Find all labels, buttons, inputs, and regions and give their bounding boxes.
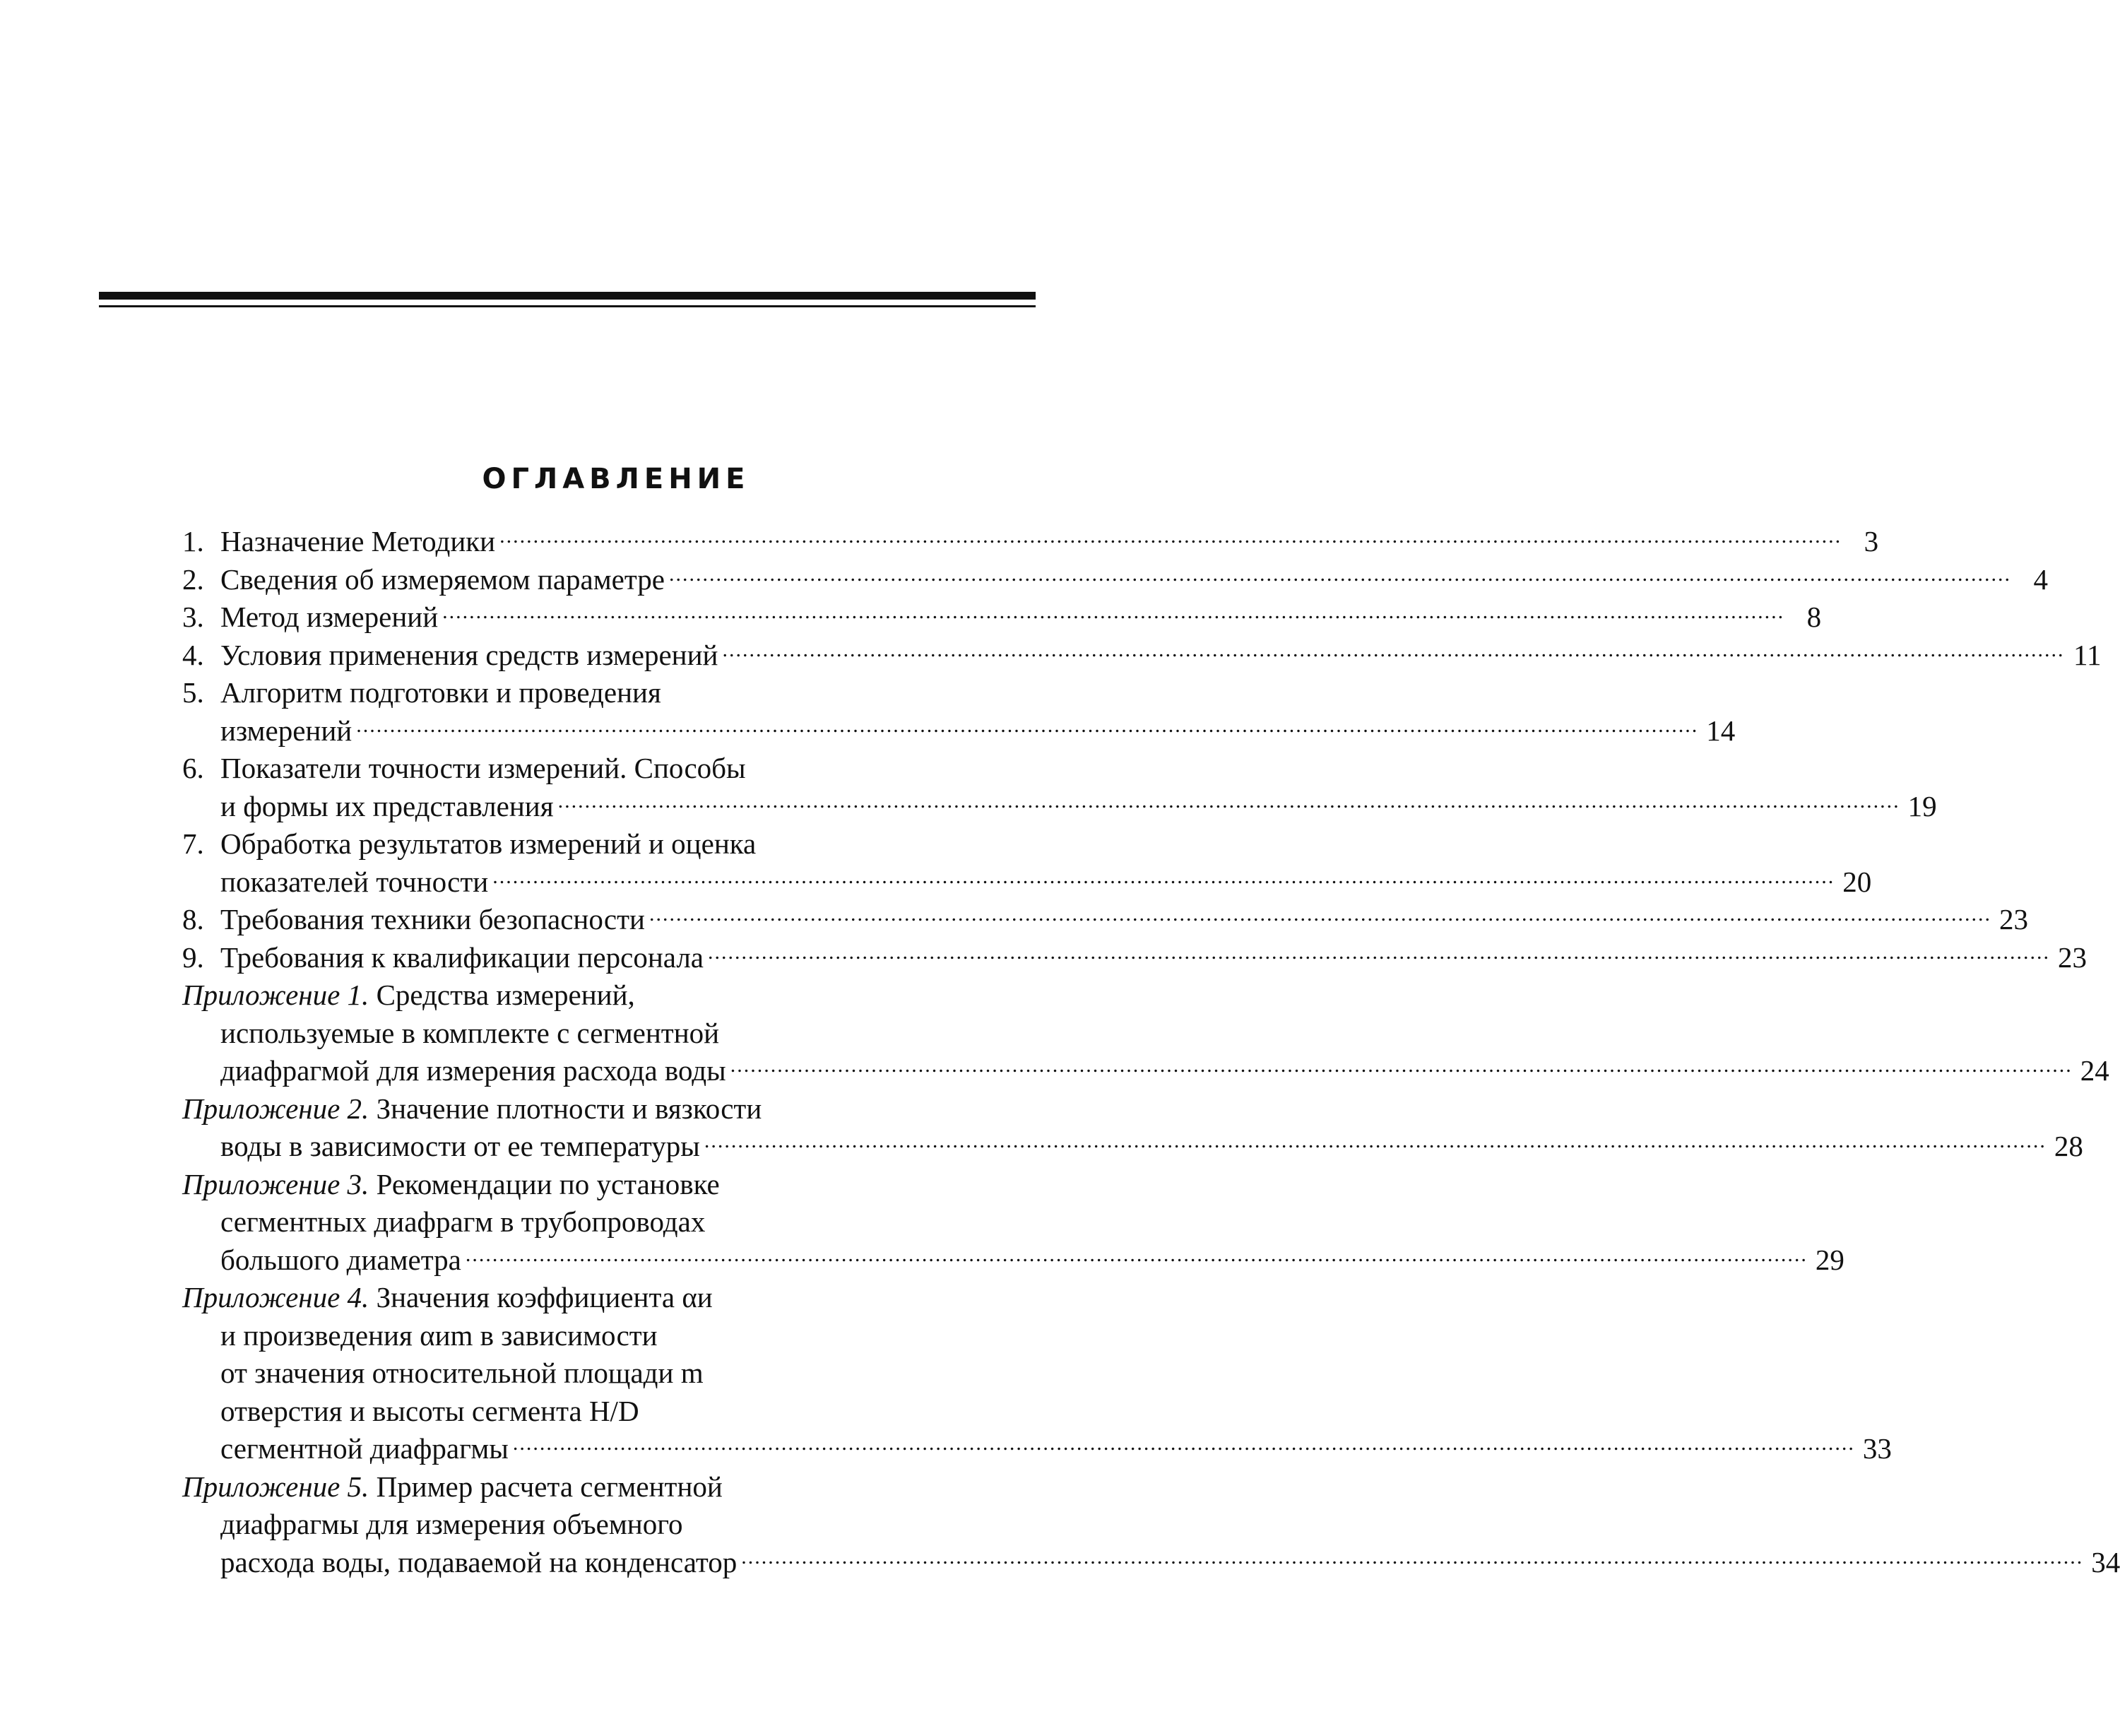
toc-entry	[182, 750, 1937, 825]
toc-entry-text: Значения коэффициента αи	[376, 1281, 713, 1313]
toc-page-number: 19	[1907, 789, 1937, 822]
toc-entry-line	[182, 1430, 1892, 1468]
toc-dot-leader: ........................................................................................................................................................................................................	[465, 1242, 1808, 1266]
toc-page-number: 4	[2033, 562, 2048, 596]
toc-entry-text: Значение плотности и вязкости	[376, 1092, 762, 1125]
toc-entry	[182, 637, 2102, 675]
toc-entry-line	[182, 1544, 2120, 1582]
toc-page-number: 28	[2054, 1130, 2083, 1162]
toc-entry-text: сегментных диафрагм в трубопроводах	[220, 1205, 706, 1238]
toc-entry-number: 4.	[182, 638, 204, 671]
toc-dot-leader: ........................................................................................................................................................................................................	[442, 600, 1785, 623]
toc-entry	[182, 1279, 1892, 1468]
toc-page-number: 14	[1706, 714, 1736, 747]
toc-entry-text: расхода воды, подаваемой на конденсатор	[220, 1545, 738, 1578]
toc-entry-text: Обработка результатов измерений и оценка	[220, 827, 757, 860]
toc-page-number: 3	[1864, 525, 1879, 557]
toc-entry-line	[182, 1166, 959, 1204]
toc-dot-leader: ........................................................................................................................................................................................................	[704, 1129, 2047, 1152]
toc-entry	[182, 976, 2109, 1090]
toc-page-number: 34	[2091, 1545, 2120, 1578]
toc-entry-number: 5.	[182, 676, 204, 709]
toc-entry-text: большого диаметра	[220, 1243, 461, 1276]
toc-entry-line	[182, 1279, 959, 1317]
toc-page-number: 23	[1998, 903, 2028, 935]
toc-entry-line	[182, 788, 1937, 826]
toc-dot-leader: ........................................................................................................................................................................................................	[649, 902, 1991, 926]
toc-entry-text: диафрагмой для измерения расхода воды	[220, 1054, 726, 1087]
toc-entry-line	[182, 637, 2102, 675]
toc-entry-number: 1.	[182, 525, 204, 557]
toc-entry-text: измерений	[220, 714, 353, 747]
toc-page-number: 8	[1806, 601, 1822, 633]
toc-entry-text: Условия применения средств измерений	[220, 638, 718, 671]
toc-page-number: 11	[2073, 638, 2102, 671]
toc-entry-line	[182, 1052, 2109, 1090]
toc-dot-leader: ........................................................................................................................................................................................................	[512, 1431, 1855, 1455]
toc-entry-number: 9.	[182, 940, 204, 974]
toc-entry	[182, 939, 2087, 977]
toc-entry-appendix-prefix: Приложение 1.	[182, 979, 369, 1011]
table-of-contents	[182, 523, 2120, 1581]
toc-entry-number: 2.	[182, 562, 204, 596]
toc-page-number: 33	[1862, 1432, 1892, 1465]
toc-entry-line	[182, 1241, 1844, 1280]
toc-entry-text: сегментной диафрагмы	[220, 1432, 509, 1465]
toc-entry-appendix-prefix: Приложение 3.	[182, 1167, 369, 1200]
toc-dot-leader: ........................................................................................................................................................................................................	[741, 1545, 2084, 1569]
toc-entry-text: отверстия и высоты сегмента H/D	[220, 1394, 639, 1427]
toc-entry-text: показателей точности	[220, 865, 489, 898]
toc-page-number: 24	[2080, 1054, 2109, 1087]
toc-page-number: 23	[2058, 940, 2087, 974]
toc-dot-leader: ........................................................................................................................................................................................................	[722, 637, 2065, 661]
toc-entry-text: воды в зависимости от ее температуры	[220, 1130, 700, 1162]
toc-entry-text: и формы их представления	[220, 789, 554, 822]
toc-entry-text: Алгоритм подготовки и проведения	[220, 676, 661, 709]
toc-entry-text: Назначение Методики	[220, 525, 496, 557]
toc-dot-leader: ........................................................................................................................................................................................................	[499, 524, 1842, 548]
toc-entry-text: Требования к квалификации персонала	[220, 940, 704, 974]
toc-entry-line	[182, 712, 1736, 750]
toc-entry	[182, 1090, 2083, 1166]
toc-entry-number: 6.	[182, 752, 204, 784]
toc-dot-leader: ........................................................................................................................................................................................................	[492, 864, 1835, 888]
toc-dot-leader: ........................................................................................................................................................................................................	[708, 940, 2050, 964]
toc-entry-line	[182, 939, 2087, 977]
toc-entry-text: Пример расчета сегментной	[376, 1470, 723, 1503]
toc-entry-text: Метод измерений	[220, 601, 439, 633]
header-rule-thick	[99, 292, 1036, 300]
toc-entry-text: Требования техники безопасности	[220, 903, 645, 935]
toc-entry-appendix-prefix: Приложение 4.	[182, 1281, 369, 1313]
toc-entry	[182, 1166, 1844, 1280]
toc-entry-number: 8.	[182, 903, 204, 935]
toc-entry-text: от значения относительной площади m	[220, 1357, 704, 1389]
toc-entry-line	[182, 1468, 959, 1506]
toc-entry-text: Показатели точности измерений. Способы	[220, 752, 746, 784]
toc-entry	[182, 674, 1736, 750]
toc-entry-text: и произведения αиm в зависимости	[220, 1318, 658, 1352]
toc-title: ОГЛАВЛЕНИЕ	[482, 463, 750, 495]
toc-entry-appendix-prefix: Приложение 5.	[182, 1470, 369, 1503]
toc-entry-text: Средства измерений,	[376, 979, 635, 1011]
toc-dot-leader: ........................................................................................................................................................................................................	[356, 713, 1699, 737]
toc-dot-leader: ........................................................................................................................................................................................................	[669, 562, 2011, 586]
toc-dot-leader: ........................................................................................................................................................................................................	[730, 1053, 2073, 1077]
toc-entry-line	[182, 976, 959, 1015]
toc-page-number: 29	[1815, 1243, 1844, 1276]
toc-entry-text: Рекомендации по установке	[376, 1167, 720, 1200]
toc-entry-text: используемые в комплекте с сегментной	[220, 1016, 720, 1049]
toc-entry-text: диафрагмы для измерения объемного	[220, 1508, 683, 1540]
toc-entry-line	[182, 1128, 2083, 1166]
toc-entry	[182, 1468, 2120, 1582]
toc-entry-number: 3.	[182, 601, 204, 633]
toc-entry	[182, 825, 1872, 901]
toc-dot-leader: ........................................................................................................................................................................................................	[557, 789, 1900, 813]
toc-entry-text: Сведения об измеряемом параметре	[220, 562, 665, 596]
toc-page-number: 20	[1842, 865, 1872, 898]
toc-entry-number: 7.	[182, 827, 204, 860]
toc-entry-line	[182, 1354, 959, 1393]
header-rule-thin	[99, 305, 1036, 307]
toc-entry-line	[182, 1317, 959, 1355]
toc-entry-appendix-prefix: Приложение 2.	[182, 1092, 369, 1125]
